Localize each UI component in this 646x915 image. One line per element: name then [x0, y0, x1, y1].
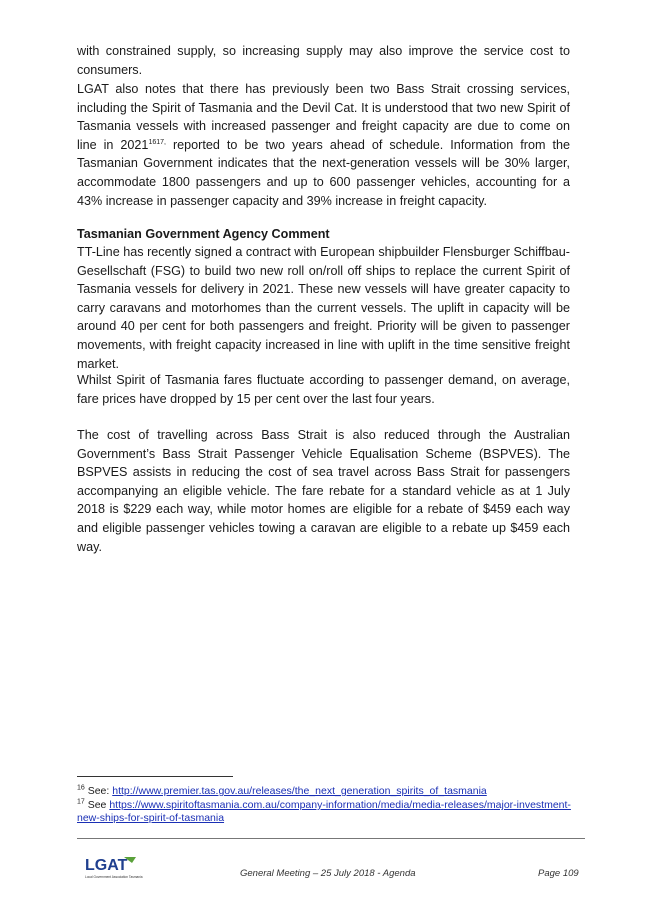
paragraph-lgat-notes-part1: LGAT also notes that there has previously been two Bass Strait crossing services, including the Spirit of Tasmania and the Devil Cat. It is understood that two new Spirit of Tasmania vessels with increased passenger and freight capacity are due to come on line in 2021 — [77, 82, 570, 152]
footer-page-number: Page 109 — [538, 868, 579, 879]
footnote-reference: 1617, — [148, 138, 166, 146]
footnote-17 — [77, 799, 577, 824]
paragraph-tt-line: TT-Line has recently signed a contract with European shipbuilder Flensburger Schiffbau-Gesellschaft (FSG) to build two new roll on/roll off ships to replace the current Spirit of Tasmania vessels for delivery in 2021. These new vessels will have greater capacity to carry caravans and motorhomes than the current vessels. The uplift in capacity will be around 40 per cent for both passengers and freight. Priority will be given to passenger movements, with freight capacity increased in line with uplift in the time sensitive freight market. — [77, 245, 570, 371]
paragraph-fares: Whilst Spirit of Tasmania fares fluctuate according to passenger demand, on average, fare prices have dropped by 15 per cent over the last four years. — [77, 373, 570, 406]
paragraph-lgat-notes-part2: reported to be two years ahead of schedule. Information from the Tasmanian Government indicates that the next-generation vessels will be 30% larger, accommodate 1800 passengers and up to 600 passenger vehicles, accounting for a 43% increase in passenger capacity and 39% increase in freight capacity. — [77, 137, 570, 208]
footnote-separator — [77, 776, 233, 777]
footnote-prefix: See: — [84, 785, 113, 797]
lgat-logo — [84, 854, 144, 882]
footnote-link[interactable]: http://www.premier.tas.gov.au/releases/the_next_generation_spirits_of_tasmania — [112, 785, 487, 797]
footnote-number: 16 — [77, 784, 85, 792]
footer-divider — [77, 838, 585, 839]
paragraph-lgat-notes — [77, 80, 570, 210]
paragraph-continuation: with constrained supply, so increasing supply may also improve the service cost to consumers. — [77, 44, 570, 77]
footnote-link[interactable]: https://www.spiritoftasmania.com.au/company-information/media/media-releases/major-investment-new-ships-for-spirit-of-tasmania — [77, 799, 571, 824]
section-heading: Tasmanian Government Agency Comment — [77, 227, 330, 241]
footnote-number: 17 — [77, 798, 85, 806]
footer-meeting: General Meeting – 25 July 2018 - Agenda — [240, 868, 416, 879]
paragraph-bspves: The cost of travelling across Bass Strait is also reduced through the Australian Government’s Bass Strait Passenger Vehicle Equalisation Scheme (BSPVES). The BSPVES assists in reducing the cost of sea travel across Bass Strait for passengers accompanying an eligible vehicle. The fare rebate for a standard vehicle as at 1 July 2018 is $229 each way, while motor homes are eligible for a rebate of $459 each way and eligible passenger vehicles towing a caravan are eligible to a rebate up $459 each way. — [77, 428, 570, 554]
logo-wordmark: LGAT — [85, 857, 128, 874]
logo-subtitle: Local Government Association Tasmania — [85, 875, 143, 879]
footnote-16 — [77, 785, 577, 798]
footnote-prefix: See — [84, 799, 110, 811]
